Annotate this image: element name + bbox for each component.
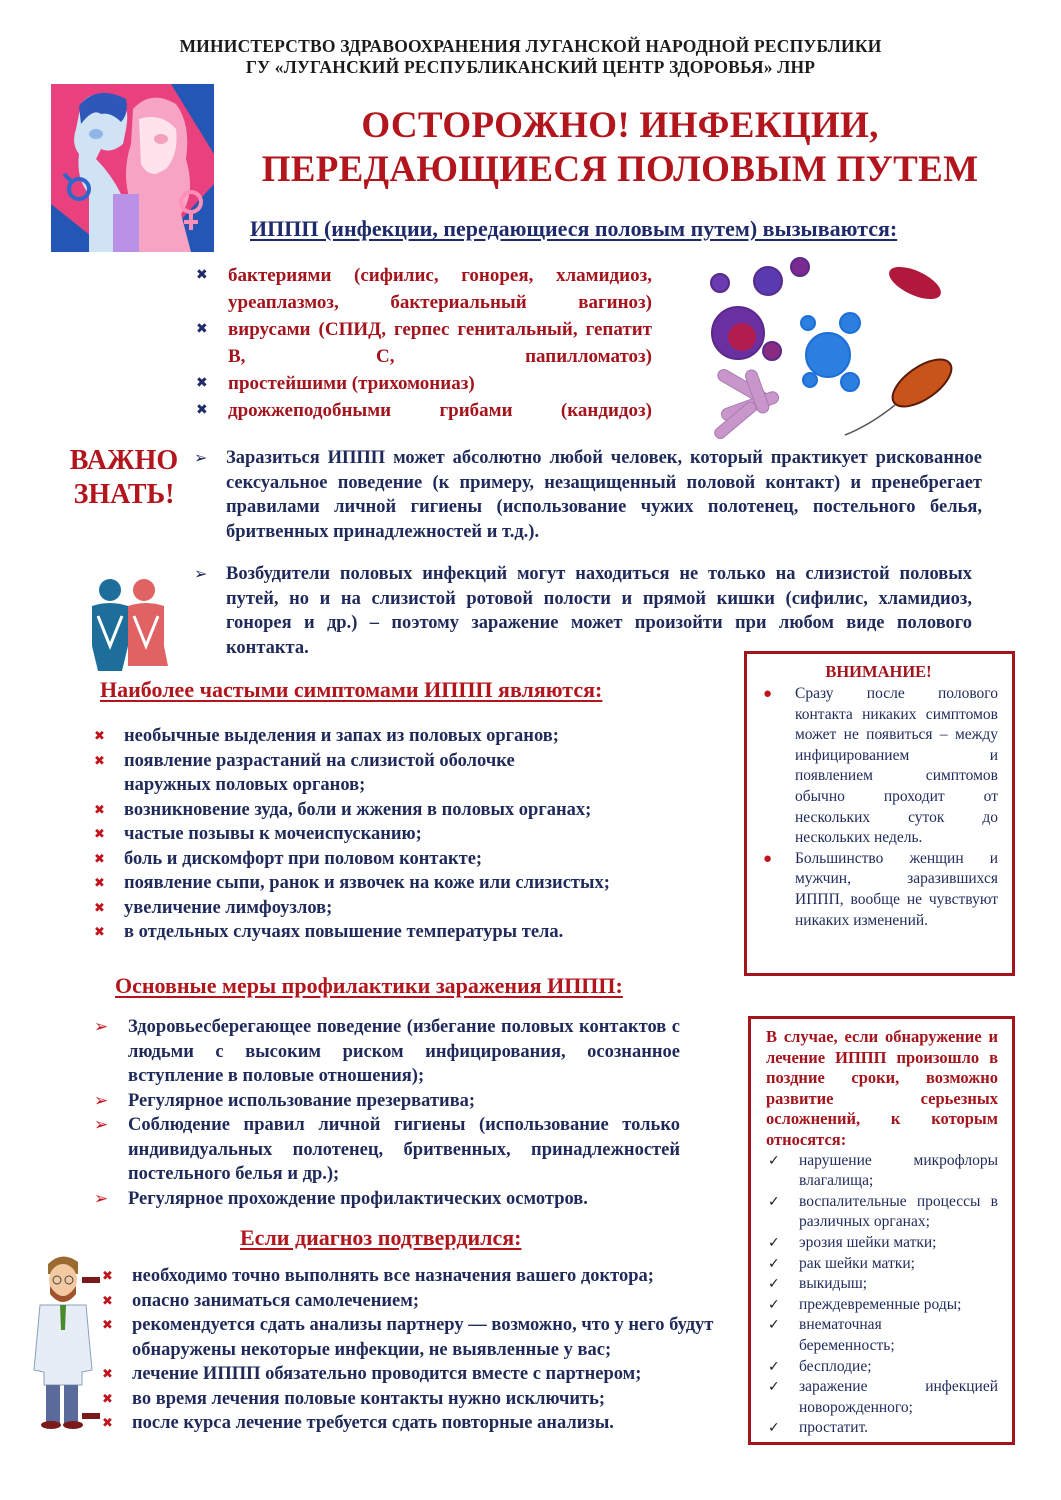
prevention-text: Соблюдение правил личной гигиены (использование только индивидуальных полотенец, бритвенных, принадлежностей постельного белья и др.);	[128, 1115, 680, 1184]
complication-text: рак шейки матки;	[799, 1254, 915, 1272]
complication-text: бесплодие;	[799, 1357, 872, 1375]
symptom-text: необычные выделения и запах из половых органов;	[124, 726, 559, 746]
list-item	[102, 1313, 752, 1362]
check-icon: ✓	[768, 1193, 780, 1210]
list-item	[766, 1295, 998, 1316]
list-item	[102, 1264, 752, 1289]
symptom-text: появление сыпи, ранок и язвочек на коже или слизистых;	[124, 873, 610, 893]
check-icon: ✓	[768, 1296, 780, 1313]
important-label-line-1: ВАЖНО	[69, 445, 179, 476]
check-icon: ✓	[768, 1379, 780, 1396]
prevention-list	[94, 1015, 680, 1211]
ministry-line-2: ГУ «ЛУГАНСКИЙ РЕСПУБЛИКАНСКИЙ ЦЕНТР ЗДОРОВЬЯ» ЛНР	[245, 57, 816, 77]
cross-icon: ✖	[94, 925, 105, 940]
important-paragraph-2	[194, 562, 972, 660]
diagnosis-text: во время лечения половые контакты нужно исключить;	[132, 1388, 606, 1409]
list-item	[94, 724, 694, 749]
causes-list	[196, 262, 652, 424]
people-pictogram	[88, 576, 168, 671]
attention-text: Сразу после полового контакта никаких симптомов может не появиться – между инфицированием и появлением симптомов обычно проходит от нескольких суток до нескольких недель.	[795, 685, 998, 847]
diagnosis-heading: Если диагноз подтвердился:	[240, 1225, 522, 1250]
causes-heading: ИППП (инфекции, передающиеся половым путем) вызываются:	[250, 216, 898, 241]
prevention-text: Здоровьесберегающее поведение (избегание половых контактов с людьми с высоким риском инфицирования, осознанное вступление в половые отношения);	[128, 1017, 680, 1086]
list-item	[102, 1411, 752, 1436]
complication-text: нарушение микрофлоры влагалища;	[799, 1151, 998, 1190]
list-item	[766, 1254, 998, 1275]
important-paragraph-1	[194, 446, 982, 544]
symptoms-heading: Наиболее частыми симптомами ИППП являются:	[100, 677, 603, 702]
important-label	[64, 444, 184, 512]
list-item	[94, 822, 694, 847]
cross-icon: ✖	[94, 729, 105, 744]
bullet-icon: ●	[763, 686, 773, 702]
cross-icon: ✖	[102, 1367, 113, 1382]
check-icon: ✓	[768, 1255, 780, 1272]
prevention-text: Регулярное прохождение профилактических осмотров.	[128, 1188, 588, 1209]
couple-illustration	[51, 84, 214, 252]
list-item	[766, 1274, 998, 1295]
list-item	[102, 1387, 752, 1412]
list-item	[94, 1187, 680, 1212]
diagnosis-text: опасно заниматься самолечением;	[132, 1290, 419, 1311]
check-icon: ✓	[768, 1358, 780, 1375]
arrow-bullet-icon: ➢	[94, 1017, 109, 1037]
list-item	[766, 1233, 998, 1254]
ruler-marker-bottom	[82, 1413, 100, 1419]
check-icon: ✓	[768, 1317, 780, 1334]
symptom-text: боль и дискомфорт при половом контакте;	[124, 848, 483, 869]
symptom-text: увеличение лимфоузлов;	[124, 897, 333, 918]
cross-icon: ✖	[196, 267, 208, 283]
arrow-bullet-icon: ➢	[94, 1090, 109, 1111]
diagnosis-list	[102, 1264, 752, 1436]
title-line-2: ПЕРЕДАЮЩИЕСЯ ПОЛОВЫМ ПУТЕМ	[261, 149, 979, 190]
check-icon: ✓	[768, 1276, 780, 1293]
list-item	[196, 316, 652, 370]
list-item	[94, 920, 694, 945]
symptom-text: появление разрастаний на слизистой оболочке наружных половых органов;	[124, 750, 515, 795]
arrow-bullet-icon: ➢	[94, 1188, 109, 1209]
list-item	[102, 1289, 752, 1314]
cross-icon: ✖	[196, 321, 208, 337]
arrow-bullet-icon: ➢	[194, 448, 208, 467]
cross-icon: ✖	[94, 900, 105, 916]
cross-icon: ✖	[102, 1269, 113, 1284]
attention-heading: ВНИМАНИЕ!	[825, 662, 932, 681]
list-item	[766, 1151, 998, 1192]
cause-text: вирусами (СПИД, герпес генитальный, гепатит В, С, папилломатоз)	[228, 319, 652, 367]
cross-icon: ✖	[102, 1293, 113, 1309]
symptom-text: частые позывы к мочеиспусканию;	[124, 824, 422, 844]
complications-box	[748, 1016, 1015, 1445]
list-item	[196, 397, 652, 424]
list-item	[102, 1362, 752, 1387]
prevention-heading: Основные меры профилактики заражения ИППП:	[115, 973, 623, 998]
list-item	[766, 1377, 998, 1418]
cause-text: дрожжеподобными грибами (кандидоз)	[228, 400, 652, 421]
paragraph-text: Возбудители половых инфекций могут находиться не только на слизистой половых путей, но и на слизистой ротовой полости и прямой кишки (сифилис, хламидиоз, гонорея и др.) – поэтому заражение может произойти при любом виде полового контакта.	[226, 564, 972, 658]
cross-icon: ✖	[196, 402, 208, 418]
list-item	[759, 849, 998, 931]
list-item	[759, 684, 998, 849]
list-item	[94, 871, 694, 896]
complication-text: преждевременные роды;	[799, 1295, 962, 1313]
diagnosis-text: необходимо точно выполнять все назначения вашего доктора;	[132, 1266, 654, 1286]
attention-text: Большинство женщин и мужчин, заразившихся ИППП, вообще не чувствуют никаких изменений.	[795, 849, 998, 929]
title-line-1: ОСТОРОЖНО! ИНФЕКЦИИ,	[361, 105, 879, 146]
cross-icon: ✖	[94, 827, 105, 842]
list-item	[196, 370, 652, 397]
cross-icon: ✖	[102, 1416, 113, 1431]
important-label-line-2: ЗНАТЬ!	[73, 479, 175, 510]
check-icon: ✓	[768, 1234, 780, 1251]
list-item	[94, 798, 694, 823]
list-item	[766, 1418, 998, 1439]
check-icon: ✓	[768, 1420, 780, 1437]
list-item	[94, 1089, 680, 1114]
list-item	[196, 262, 652, 316]
diagnosis-text: рекомендуется сдать анализы партнеру — возможно, что у него будут обнаружены некоторые инфекции, не выявленные у вас;	[132, 1315, 714, 1360]
cross-icon: ✖	[102, 1318, 113, 1333]
symptom-text: в отдельных случаях повышение температуры тела.	[124, 922, 564, 942]
list-item	[94, 749, 694, 798]
complication-text: простатит.	[799, 1419, 869, 1437]
list-item	[94, 1015, 680, 1089]
diagnosis-text: лечение ИППП обязательно проводится вместе с партнером;	[132, 1364, 642, 1384]
cross-icon: ✖	[94, 753, 105, 769]
cross-icon: ✖	[94, 876, 105, 891]
list-item	[766, 1315, 998, 1356]
complication-text: заражение инфекцией новорожденного;	[799, 1378, 998, 1416]
cause-text: бактериями (сифилис, гонорея, хламидиоз, уреаплазмоз, бактериальный вагиноз)	[228, 265, 652, 313]
cause-text: простейшими (трихомониаз)	[228, 373, 475, 394]
symptom-text: возникновение зуда, боли и жжения в половых органах;	[124, 799, 592, 820]
list-item	[766, 1192, 998, 1233]
prevention-text: Регулярное использование презерватива;	[128, 1090, 476, 1111]
cross-icon: ✖	[94, 851, 105, 867]
complication-text: эрозия шейки матки;	[799, 1233, 937, 1251]
poster-title	[240, 104, 1000, 192]
complication-text: внематочная беременность;	[799, 1316, 895, 1354]
ministry-line-1: МИНИСТЕРСТВО ЗДРАВООХРАНЕНИЯ ЛУГАНСКОЙ НАРОДНОЙ РЕСПУБЛИКИ	[179, 36, 882, 56]
complications-heading: В случае, если обнаружение и лечение ИППП произошло в поздние сроки, возможно развитие серьезных осложнений, к которым относятся:	[766, 1027, 998, 1149]
complication-text: воспалительные процессы в различных органах;	[799, 1192, 998, 1231]
list-item	[94, 1113, 680, 1187]
ministry-header	[0, 36, 1061, 78]
diagnosis-text: после курса лечение требуется сдать повторные анализы.	[132, 1413, 614, 1433]
list-item	[766, 1357, 998, 1378]
check-icon: ✓	[768, 1152, 780, 1169]
cross-icon: ✖	[196, 375, 208, 391]
symptoms-list	[94, 724, 694, 945]
bullet-icon: ●	[763, 850, 773, 867]
microbes-illustration	[700, 255, 980, 440]
list-item	[94, 847, 694, 872]
attention-box	[744, 651, 1015, 976]
cross-icon: ✖	[102, 1391, 113, 1407]
ruler-marker-top	[82, 1277, 100, 1283]
arrow-bullet-icon: ➢	[94, 1115, 109, 1135]
list-item	[94, 896, 694, 921]
paragraph-text: Заразиться ИППП может абсолютно любой человек, который практикует рискованное сексуальное поведение (к примеру, незащищенный половой контакт) и пренебрегает правилами личной гигиены (использование чужих полотенец, постельного белья, бритвенных принадлежностей и т.д.).	[226, 448, 982, 542]
cross-icon: ✖	[94, 802, 105, 818]
arrow-bullet-icon: ➢	[194, 564, 208, 583]
complication-text: выкидыш;	[799, 1275, 868, 1293]
